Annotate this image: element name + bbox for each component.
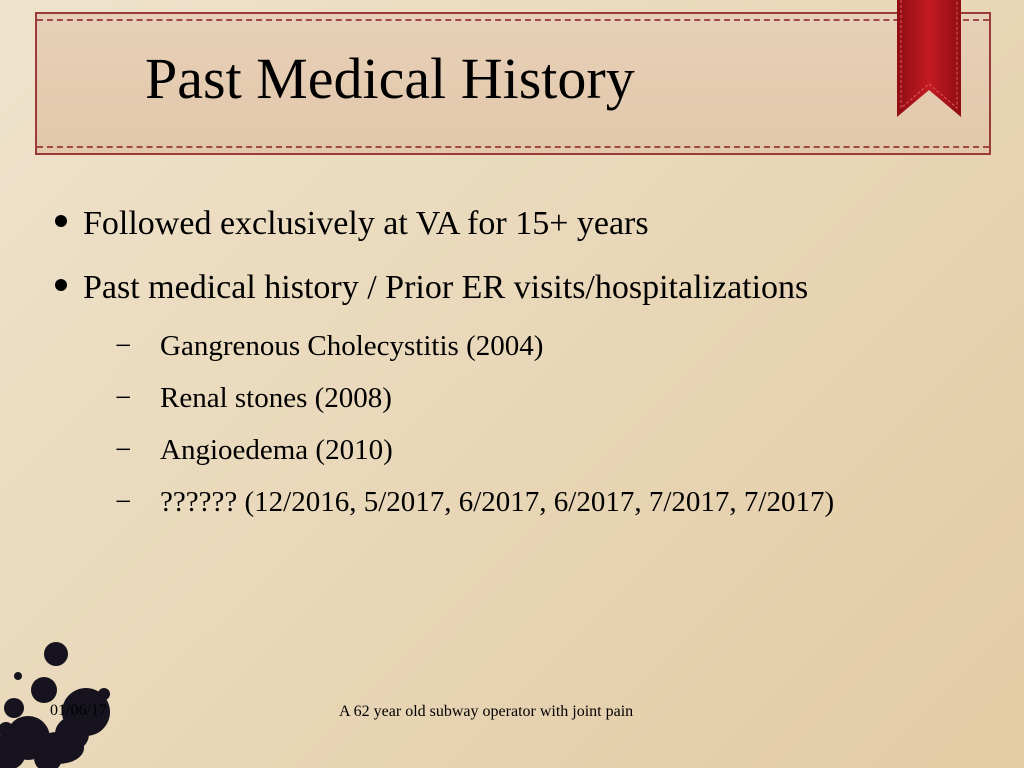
bullet-dot-icon [55, 215, 67, 227]
subbullet-text: Gangrenous Cholecystitis (2004) [160, 330, 544, 362]
bullet-text: Past medical history / Prior ER visits/hospitalizations [83, 269, 809, 306]
footer-date: 01/06/17 [50, 702, 107, 719]
dash-marker: − [115, 330, 132, 362]
bookmark-ribbon-icon [897, 0, 961, 117]
dash-marker: − [115, 486, 132, 518]
footer-title: A 62 year old subway operator with joint pain [339, 703, 634, 720]
title-panel-top-divider [37, 19, 989, 21]
bullet-text: Followed exclusively at VA for 15+ years [83, 205, 649, 242]
ink-splatter-icon [0, 630, 130, 768]
subbullet-text: Angioedema (2010) [160, 434, 393, 466]
dash-marker: − [115, 382, 132, 414]
title-panel-bottom-divider [37, 146, 989, 148]
subbullet-text: Renal stones (2008) [160, 382, 392, 414]
subbullet-text: ?????? (12/2016, 5/2017, 6/2017, 6/2017, 7/2017, 7/2017) [160, 486, 835, 518]
dash-marker: − [115, 434, 132, 466]
bullet-dot-icon [55, 279, 67, 291]
slide-title: Past Medical History [145, 46, 635, 111]
